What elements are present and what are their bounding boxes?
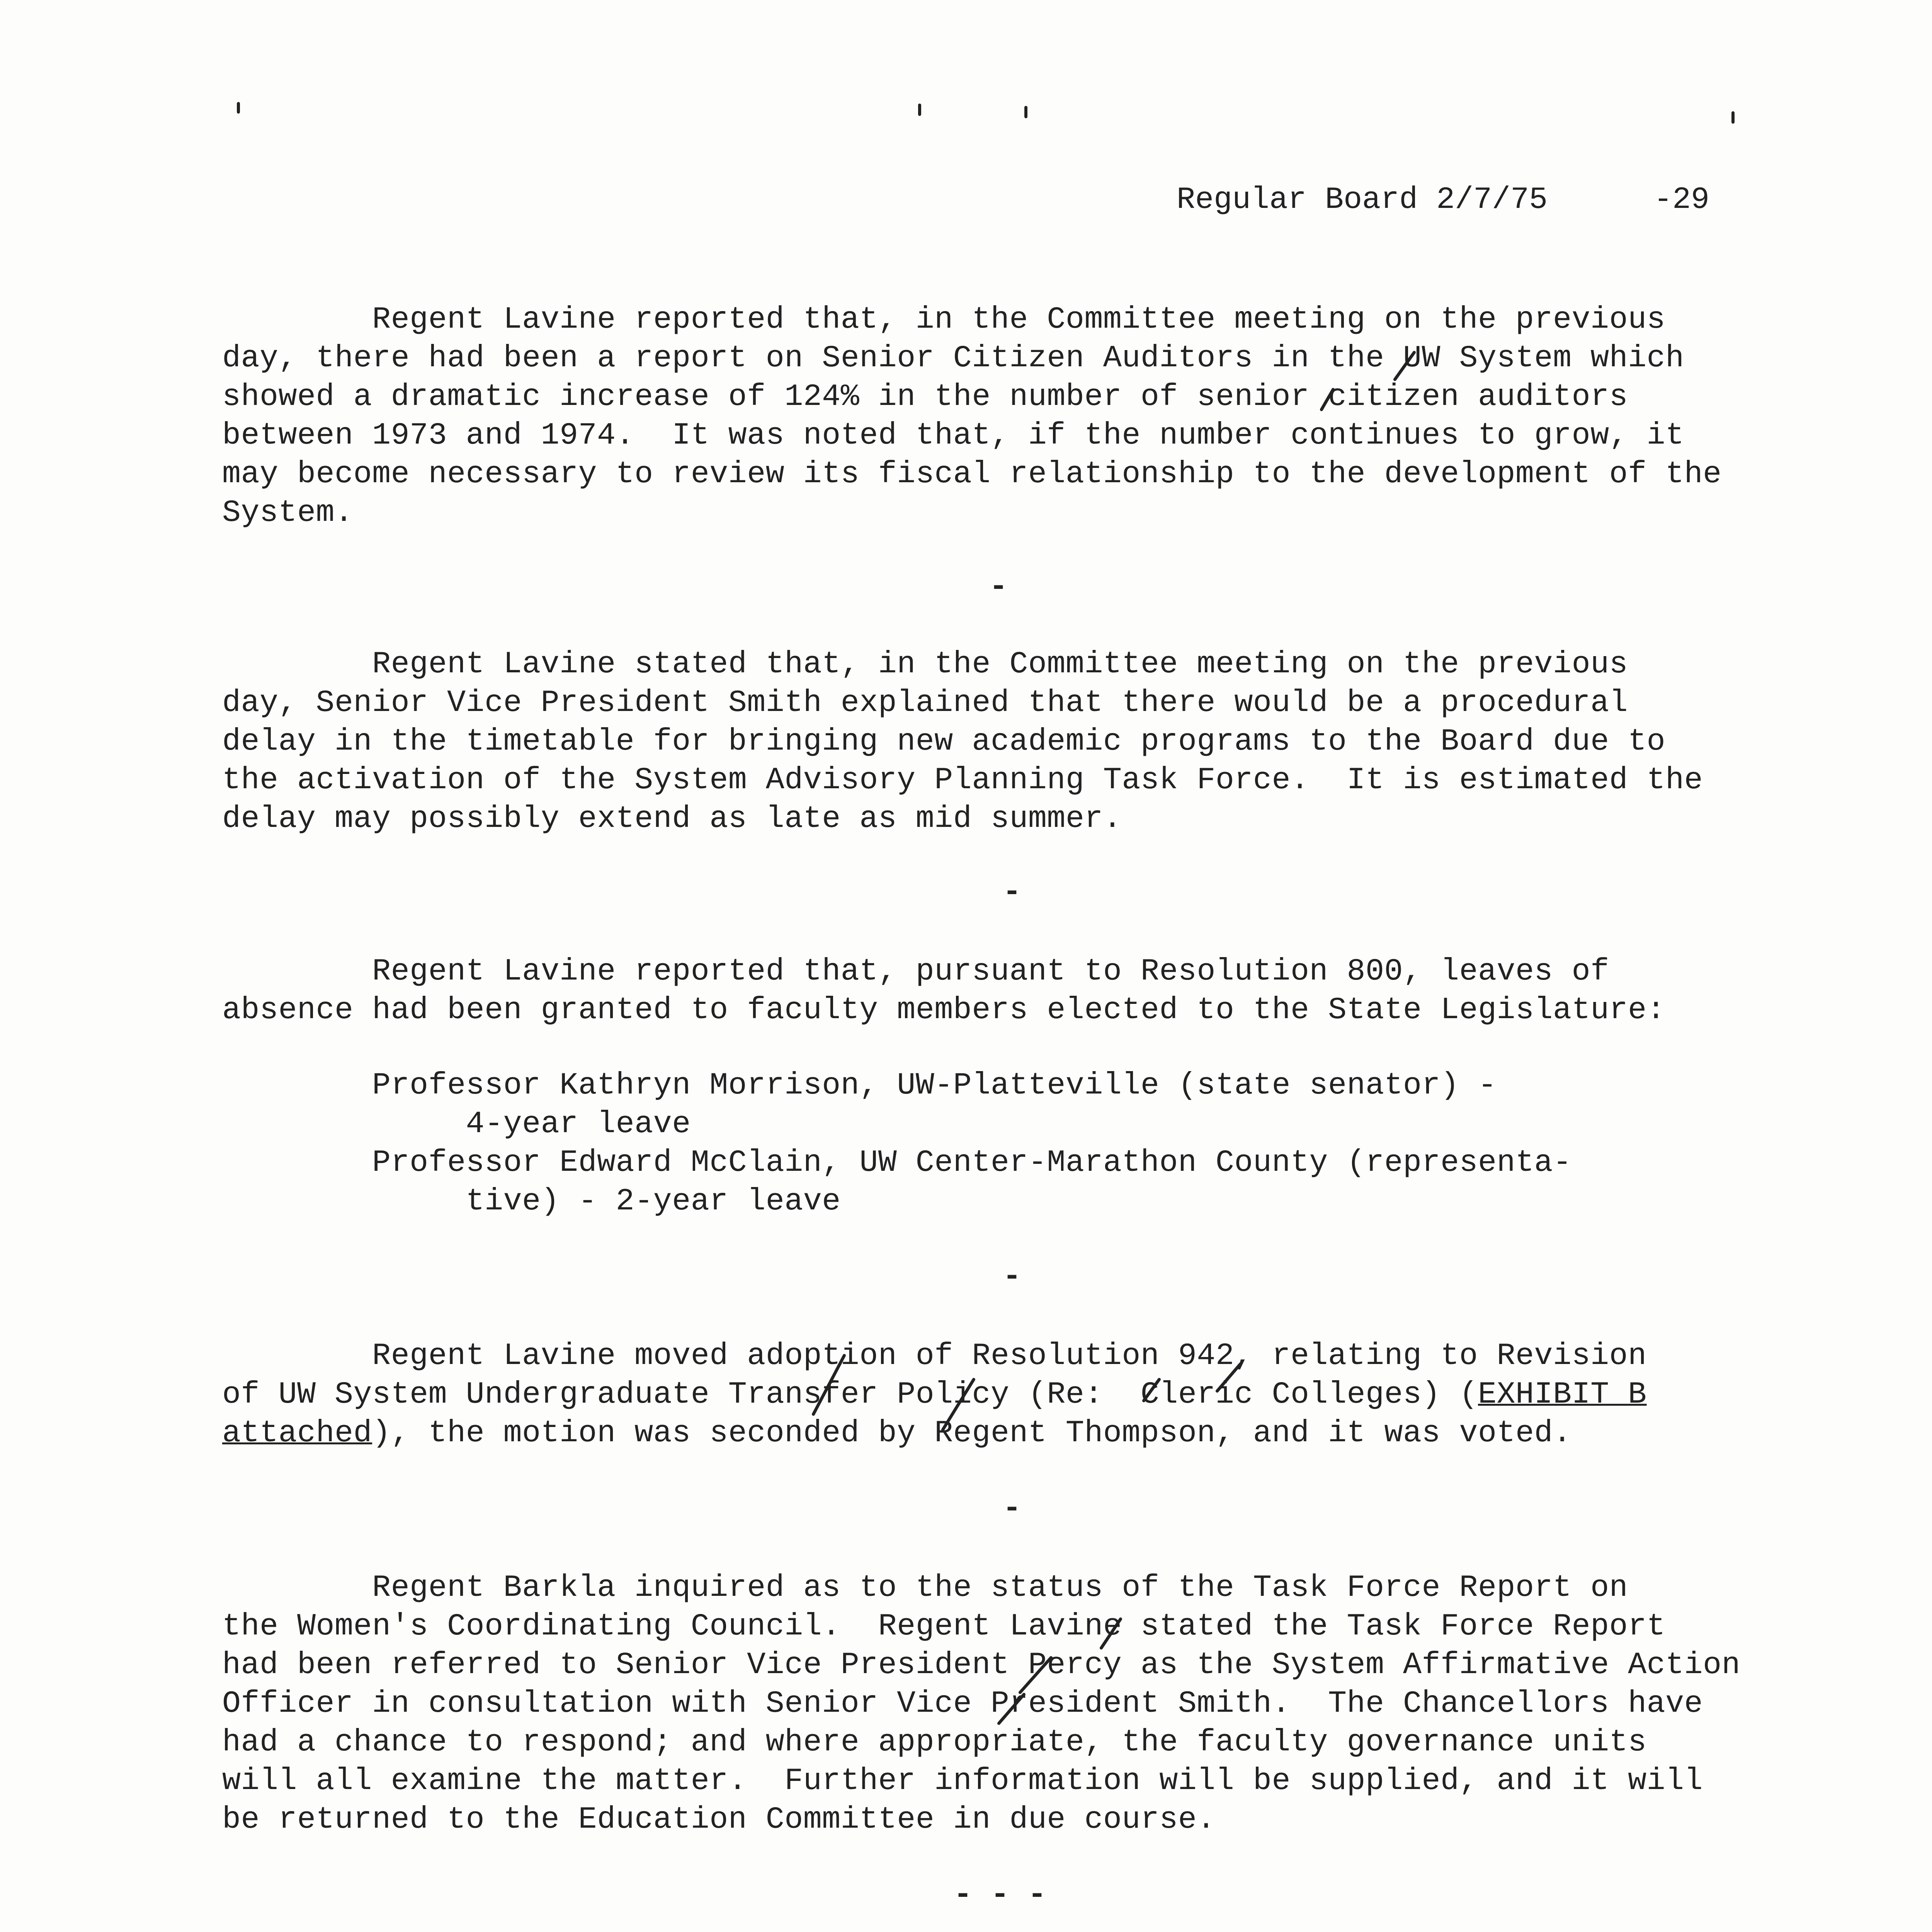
paragraph-2-line: delay in the timetable for bringing new academic programs to the Board due to <box>222 724 1666 759</box>
paragraph-4-line <box>222 1376 1647 1414</box>
paragraph-1-line: showed a dramatic increase of 124% in the number of senior citizen auditors <box>222 379 1628 415</box>
paragraph-1-line: System. <box>222 495 354 531</box>
separator-dash: - <box>1003 875 1022 910</box>
page-header-title: Regular Board 2/7/75 <box>1177 182 1548 218</box>
paragraph-3-line: Regent Lavine reported that, pursuant to Resolution 800, leaves of <box>222 954 1609 989</box>
paragraph-5-line: Regent Barkla inquired as to the status of the Task Force Report on <box>222 1570 1628 1605</box>
leave-list-item: tive) - 2-year leave <box>222 1184 841 1219</box>
paragraph-5-line: the Women's Coordinating Council. Regent Lavine stated the Task Force Report <box>222 1609 1666 1644</box>
paragraph-2-line: the activation of the System Advisory Planning Task Force. It is estimated the <box>222 763 1703 798</box>
paragraph-4-line: Regent Lavine moved adoption of Resolution 942, relating to Revision <box>222 1338 1647 1374</box>
exhibit-b-link: EXHIBIT B <box>1478 1377 1647 1412</box>
paragraph-3-line: absence had been granted to faculty members elected to the State Legislature: <box>222 993 1666 1028</box>
paragraph-1-line: Regent Lavine reported that, in the Committee meeting on the previous <box>222 302 1666 337</box>
leave-list-item: 4-year leave <box>222 1107 691 1142</box>
paragraph-5-line: had been referred to Senior Vice President Percy as the System Affirmative Action <box>222 1648 1741 1683</box>
leave-list-item: Professor Edward McClain, UW Center-Marathon County (representa- <box>222 1145 1572 1180</box>
paragraph-5-line: Officer in consultation with Senior Vice President Smith. The Chancellors have <box>222 1686 1703 1721</box>
paragraph-1-line: between 1973 and 1974. It was noted that, if the number continues to grow, it <box>222 418 1684 453</box>
paragraph-5-line: had a chance to respond; and where appropriate, the faculty governance units <box>222 1725 1647 1760</box>
paragraph-1-line: day, there had been a report on Senior Citizen Auditors in the UW System which <box>222 341 1684 376</box>
page-header-number: -29 <box>1654 182 1710 218</box>
paragraph-1-line: may become necessary to review its fiscal relationship to the development of the <box>222 457 1722 492</box>
leave-list-item: Professor Kathryn Morrison, UW-Platteville (state senator) - <box>222 1068 1497 1103</box>
paragraph-2-line: day, Senior Vice President Smith explained that there would be a procedural <box>222 685 1628 721</box>
separator-dash: - <box>989 570 1008 605</box>
paragraph-4-text: of UW System Undergraduate Transfer Policy (Re: Cleric Colleges) ( <box>222 1377 1478 1412</box>
separator-dash: - <box>1003 1259 1022 1294</box>
paragraph-5-line: will all examine the matter. Further information will be supplied, and it will <box>222 1764 1703 1799</box>
paragraph-4-text: ), the motion was seconded by Regent Thompson, and it was voted. <box>372 1416 1572 1451</box>
paragraph-2-line: delay may possibly extend as late as mid summer. <box>222 801 1122 837</box>
paragraph-2-line: Regent Lavine stated that, in the Committee meeting on the previous <box>222 647 1628 682</box>
paragraph-5-line: be returned to the Education Committee in due course. <box>222 1802 1216 1837</box>
attached-link: attached <box>222 1416 372 1451</box>
separator-triple-dash: - - - <box>954 1878 1047 1913</box>
separator-dash: - <box>1003 1491 1022 1526</box>
paragraph-4-line <box>222 1414 1572 1453</box>
